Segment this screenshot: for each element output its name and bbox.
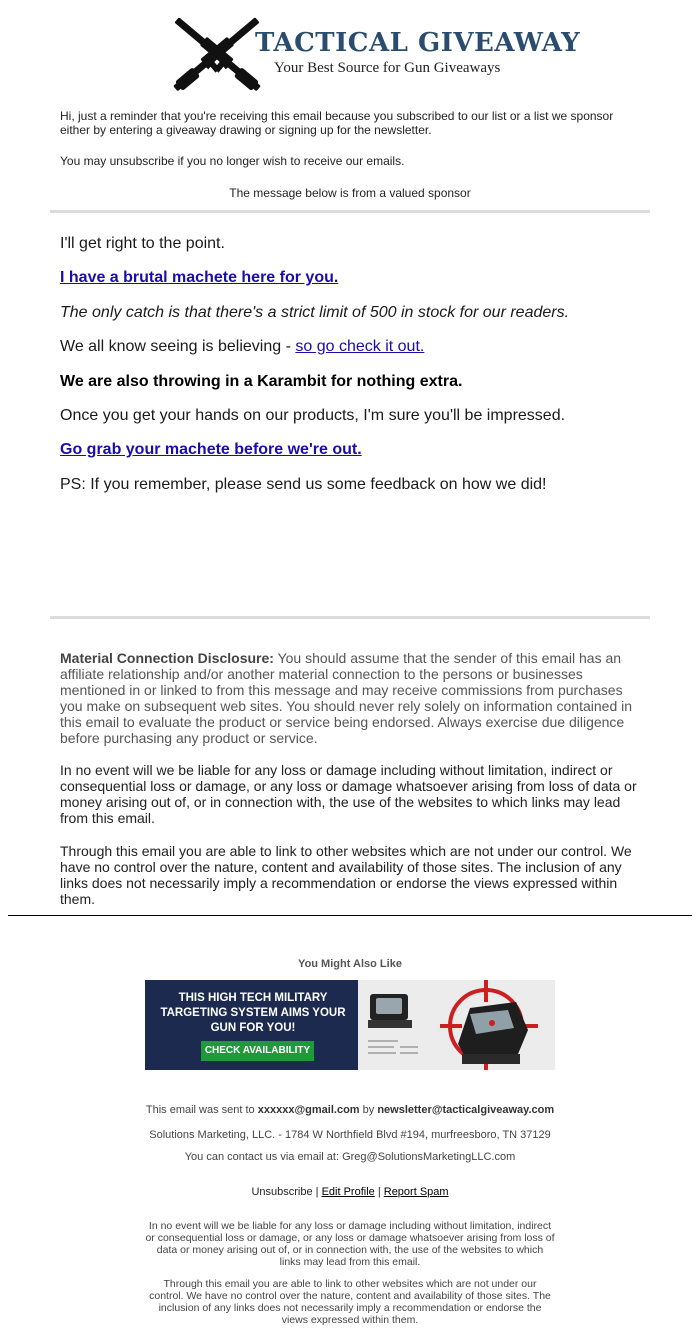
section-separator <box>8 915 692 916</box>
machete-link[interactable]: I have a brutal machete here for you. <box>60 269 339 286</box>
logo-title: TACTICAL GIVEAWAY <box>255 28 581 58</box>
check-availability-button[interactable]: CHECK AVAILABILITY <box>201 1041 314 1061</box>
sent-by-prefix: by <box>359 1104 378 1116</box>
sent-to-line <box>0 1104 700 1116</box>
ad-banner[interactable] <box>145 980 555 1070</box>
message-text: We all know seeing is believing - <box>60 338 296 355</box>
sent-prefix: This email was sent to <box>145 1104 258 1116</box>
message-line <box>60 337 660 357</box>
liability-disclaimer: In no event will we be liable for any loss or damage including without limitation, indirect or consequential loss or damage, or any loss or damage whatsoever arising from loss of data or money arising out of, or in connection with, the use of the websites to which links may lead from this email. <box>60 762 637 826</box>
unsubscribe-link[interactable]: Unsubscribe <box>251 1186 313 1198</box>
edit-profile-link[interactable]: Edit Profile <box>321 1186 375 1198</box>
recipient-email: xxxxxx@gmail.com <box>257 1104 360 1116</box>
separator: | <box>312 1186 322 1198</box>
material-disclosure <box>60 650 640 746</box>
postal-address: Solutions Marketing, LLC. - 1784 W Northfield Blvd #194, murfreesboro, TN 37129 <box>149 1129 551 1141</box>
logo-tagline: Your Best Source for Gun Giveaways <box>274 60 501 76</box>
unsubscribe-note: You may unsubscribe if you no longer wish to receive our emails. <box>60 154 405 168</box>
divider-top <box>50 210 650 213</box>
contact-line: You can contact us via email at: Greg@SolutionsMarketingLLC.com <box>184 1151 516 1163</box>
header-logo[interactable] <box>0 10 700 100</box>
disclosure-text: You should assume that the sender of this email has an affiliate relationship and/or another material connection to the persons or businesses mentioned in or linked to from this message and may receive commissions from purchases you make on subsequent web sites. You should never rely solely on information contained in this email to evaluate the product or service being endorsed. Always exercise due diligence before purchasing any product or service. <box>60 650 633 746</box>
check-it-out-link[interactable]: so go check it out. <box>295 338 425 355</box>
sponsor-note: The message below is from a valued sponsor <box>229 186 471 200</box>
report-spam-link[interactable]: Report Spam <box>383 1186 449 1198</box>
red-dot-sight-icon <box>358 980 555 1070</box>
message-line: Once you get your hands on our products, I'm sure you'll be impressed. <box>60 407 566 424</box>
sender-email: newsletter@tacticalgiveaway.com <box>377 1104 555 1116</box>
footer-external-disclaimer: Through this email you are able to link to other websites which are not under our control. We have no control over the nature, content and availability of those sites. The inclusion of any links does not necessarily imply a recommendation or endorse the views expressed within them. <box>149 1278 551 1326</box>
divider-bottom <box>50 616 650 619</box>
recommend-heading: You Might Also Like <box>298 958 402 970</box>
message-line: I'll get right to the point. <box>60 235 225 252</box>
external-links-disclaimer: Through this email you are able to link to other websites which are not under our control. We have no control over the nature, content and availability of those sites. The inclusion of any links does not necessarily imply a recommendation or endorse the views expressed within them. <box>60 843 632 907</box>
grab-machete-link[interactable]: Go grab your machete before we're out. <box>60 441 362 458</box>
separator: | <box>374 1186 384 1198</box>
message-line: The only catch is that there's a strict limit of 500 in stock for our readers. <box>60 304 570 321</box>
ad-image-panel <box>358 980 555 1070</box>
message-line: We are also throwing in a Karambit for nothing extra. <box>60 373 463 390</box>
message-line: PS: If you remember, please send us some feedback on how we did! <box>60 476 547 493</box>
message-line-link <box>60 268 660 288</box>
footer-links <box>0 1186 700 1198</box>
disclosure-heading: Material Connection Disclosure: <box>60 650 274 666</box>
ad-headline: THIS HIGH TECH MILITARY TARGETING SYSTEM AIMS YOUR GUN FOR YOU! <box>160 992 346 1034</box>
footer-liability-disclaimer: In no event will we be liable for any loss or damage including without limitation, indirect or consequential loss or damage, or any loss or damage whatsoever arising from loss of data or money arising out of, or in connection with, the use of the websites to which links may lead from this email. <box>145 1220 555 1268</box>
ad-text-panel <box>145 980 358 1070</box>
message-line-link <box>60 440 660 460</box>
subscription-reminder: Hi, just a reminder that you're receiving this email because you subscribed to our list or a list we sponsor either by entering a giveaway drawing or signing up for the newsletter. <box>60 109 614 137</box>
